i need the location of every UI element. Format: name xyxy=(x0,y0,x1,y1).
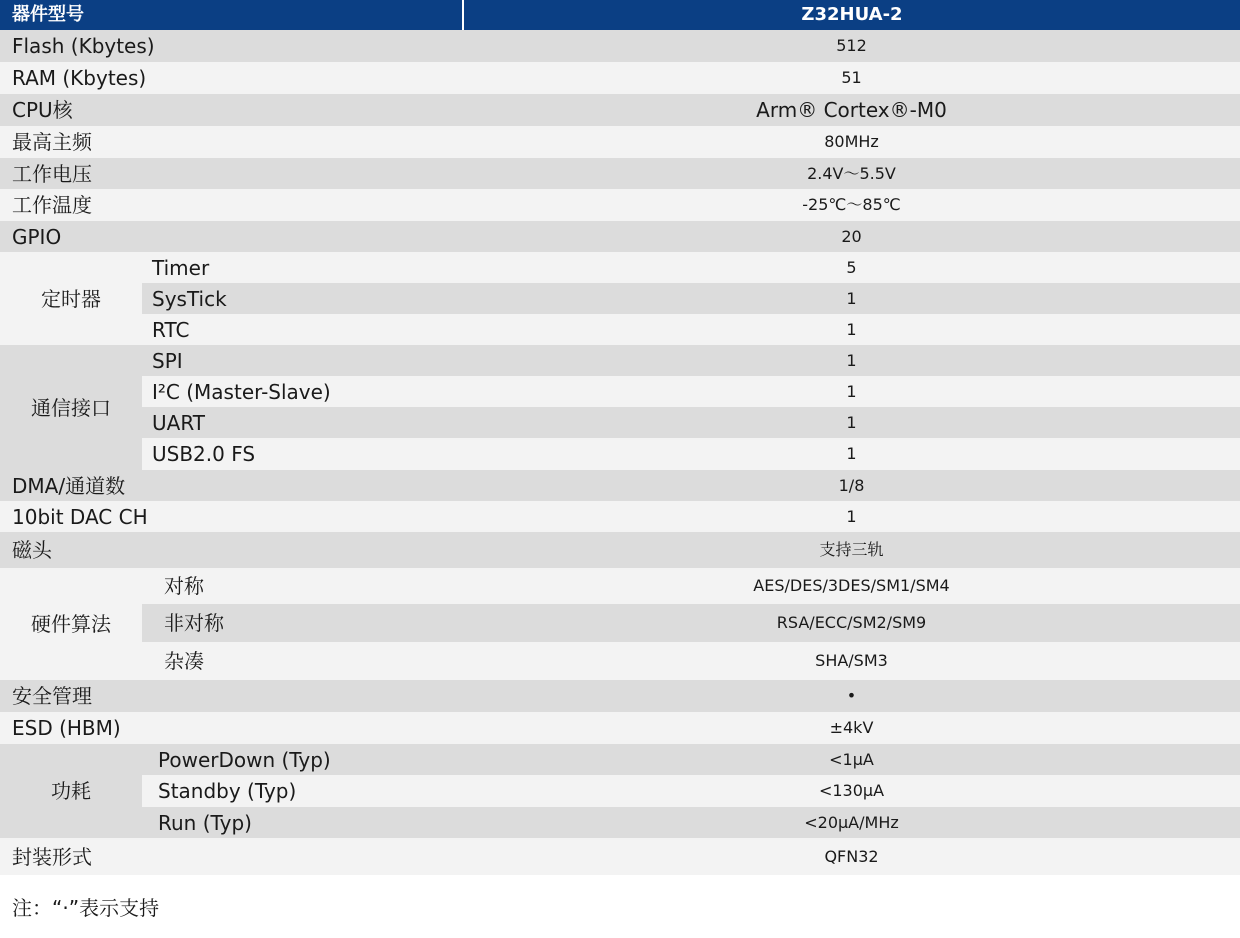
row-value: ±4kV xyxy=(829,718,874,737)
sub-label: SysTick xyxy=(152,286,227,311)
row-label: 最高主频 xyxy=(12,130,92,154)
row-label: 工作温度 xyxy=(12,193,92,217)
sub-label: Standby (Typ) xyxy=(158,779,297,803)
table-row xyxy=(0,158,1240,189)
row-label: 10bit DAC CH xyxy=(12,504,148,529)
row-label: 安全管理 xyxy=(12,684,92,708)
table-row xyxy=(0,744,1240,775)
sub-label: Timer xyxy=(152,255,210,280)
row-value: 1 xyxy=(846,412,857,432)
row-value: 1 xyxy=(846,506,857,526)
table-row xyxy=(0,775,1240,807)
sub-label: PowerDown (Typ) xyxy=(158,747,331,772)
row-value: • xyxy=(846,686,857,705)
header-model: Z32HUA-2 xyxy=(463,0,1240,30)
row-value: 1 xyxy=(846,381,857,401)
row-value: QFN32 xyxy=(824,846,879,866)
table-row xyxy=(0,62,1240,94)
row-label: GPIO xyxy=(12,224,62,249)
table-row xyxy=(0,642,1240,680)
footnote: 注：“·”表示支持 xyxy=(12,896,160,920)
header-label: 器件型号 xyxy=(0,0,463,30)
group-label-interfaces: 通信接口 xyxy=(0,345,142,470)
table-row xyxy=(0,438,1240,470)
row-value: SHA/SM3 xyxy=(815,651,888,670)
table-row xyxy=(0,407,1240,438)
row-value: 支持三轨 xyxy=(819,540,884,559)
row-label: 工作电压 xyxy=(12,161,92,186)
row-label: DMA/通道数 xyxy=(12,473,126,498)
row-value: 1 xyxy=(846,319,857,339)
sub-label: USB2.0 FS xyxy=(152,442,256,466)
group-label-crypto: 硬件算法 xyxy=(0,568,142,680)
sub-label: 杂凑 xyxy=(164,649,204,673)
table-row xyxy=(0,189,1240,221)
row-value: 5 xyxy=(846,257,857,277)
row-value: 512 xyxy=(836,36,867,55)
row-label: RAM (Kbytes) xyxy=(12,66,147,90)
row-value: 2.4V～5.5V xyxy=(807,163,896,183)
sub-label: RTC xyxy=(152,317,190,342)
row-label: Flash (Kbytes) xyxy=(12,34,155,58)
row-value: 1/8 xyxy=(838,475,865,495)
table-row xyxy=(0,568,1240,604)
table-row xyxy=(0,221,1240,252)
row-value: -25℃～85℃ xyxy=(802,195,901,214)
table-row xyxy=(0,838,1240,875)
group-label-power: 功耗 xyxy=(0,744,142,838)
sub-label: I²C (Master-Slave) xyxy=(152,379,331,404)
row-label: 磁头 xyxy=(12,538,52,562)
table-row xyxy=(0,807,1240,838)
row-value: 20 xyxy=(841,226,862,246)
row-value: 1 xyxy=(846,350,857,370)
table-header xyxy=(0,0,1240,30)
table-row xyxy=(0,314,1240,345)
row-value: 1 xyxy=(846,288,857,308)
table-row xyxy=(0,252,1240,283)
table-row xyxy=(0,680,1240,712)
row-value: AES/DES/3DES/SM1/SM4 xyxy=(753,576,950,595)
sub-label: Run (Typ) xyxy=(158,810,252,835)
row-value: <1μA xyxy=(829,749,874,769)
row-value: 1 xyxy=(846,444,857,463)
sub-label: UART xyxy=(152,410,205,435)
table-row xyxy=(0,283,1240,314)
sub-label: 非对称 xyxy=(164,611,224,635)
row-value: <20μA/MHz xyxy=(804,812,899,832)
row-label: CPU核 xyxy=(12,98,73,122)
sub-label: 对称 xyxy=(164,574,204,598)
table-row xyxy=(0,501,1240,532)
row-value: Arm® Cortex®-M0 xyxy=(756,98,947,122)
row-label: ESD (HBM) xyxy=(12,716,121,740)
table-row xyxy=(0,126,1240,158)
table-row xyxy=(0,712,1240,744)
table-row xyxy=(0,470,1240,501)
row-value: <130μA xyxy=(818,781,885,800)
table-row xyxy=(0,345,1240,376)
table-row xyxy=(0,604,1240,642)
group-label-timers: 定时器 xyxy=(0,252,142,345)
row-value: 80MHz xyxy=(824,132,879,151)
table-row xyxy=(0,94,1240,126)
row-value: 51 xyxy=(841,68,862,87)
row-label: 封装形式 xyxy=(12,844,92,869)
sub-label: SPI xyxy=(152,348,183,373)
table-row xyxy=(0,376,1240,407)
table-row xyxy=(0,30,1240,62)
table-row xyxy=(0,532,1240,568)
row-value: RSA/ECC/SM2/SM9 xyxy=(776,613,927,632)
